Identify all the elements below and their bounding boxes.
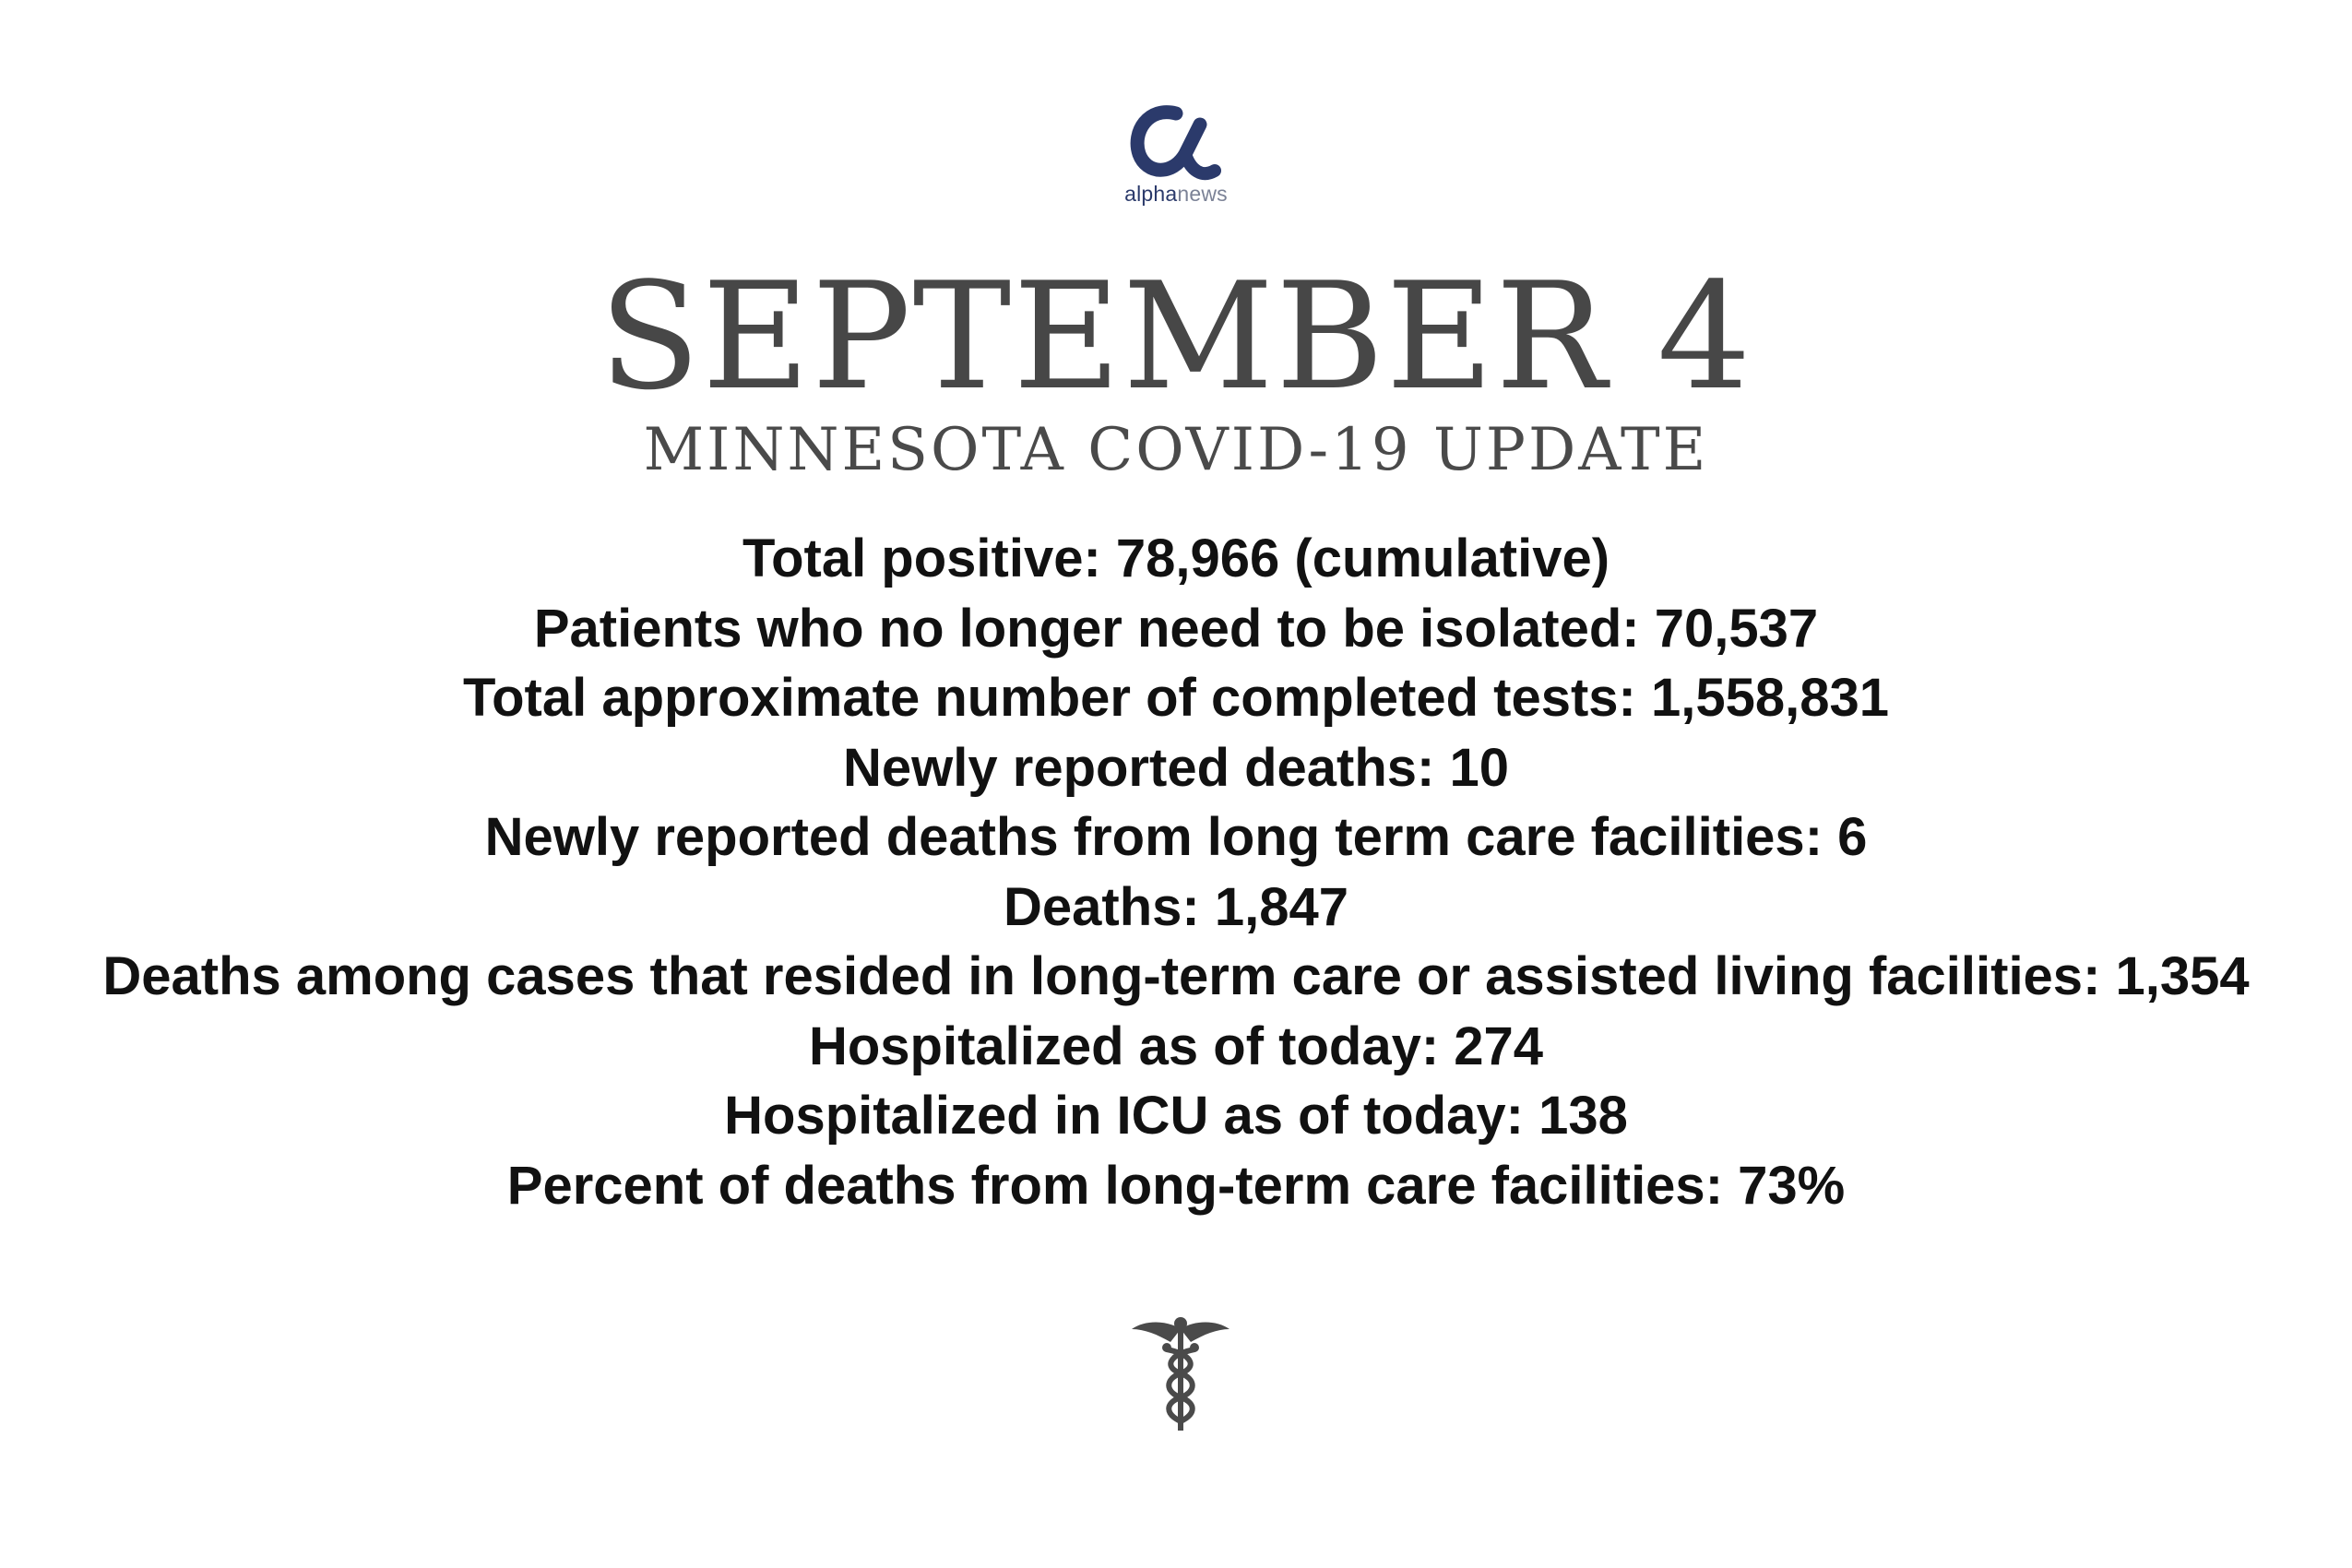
- stat-total-positive: Total positive: 78,966 (cumulative): [742, 529, 1610, 588]
- date-headline: SEPTEMBER 4: [599, 250, 1753, 422]
- stats-list: [0, 524, 2352, 1220]
- alphanews-logo[interactable]: [1093, 97, 1259, 212]
- stat-no-longer-isolated: Patients who no longer need to be isolated: 70,537: [533, 598, 1819, 659]
- alpha-icon: [1093, 97, 1259, 184]
- stat-completed-tests: Total approximate number of completed tests: 1,558,831: [462, 668, 1890, 728]
- logo-wordmark: [1093, 182, 1259, 207]
- stat-deaths-ltc-assisted: Deaths among cases that resided in long-term care or assisted living facilities: 1,354: [102, 946, 2250, 1006]
- update-subtitle: MINNESOTA COVID-19 UPDATE: [643, 416, 1709, 484]
- stat-new-deaths: Newly reported deaths: 10: [843, 737, 1509, 798]
- stat-percent-ltc-deaths: Percent of deaths from long-term care facilities: 73%: [506, 1155, 1846, 1216]
- stat-new-deaths-ltc: Newly reported deaths from long term care facilities: 6: [484, 807, 1868, 867]
- caduceus-icon: [1130, 1314, 1231, 1434]
- stat-hospitalized-icu: Hospitalized in ICU as of today: 138: [724, 1086, 1628, 1146]
- stat-deaths: Deaths: 1,847: [1004, 876, 1348, 937]
- stat-hospitalized: Hospitalized as of today: 274: [808, 1016, 1544, 1076]
- logo-wordmark-news: news: [1177, 182, 1228, 206]
- logo-wordmark-alpha: alpha: [1124, 182, 1178, 206]
